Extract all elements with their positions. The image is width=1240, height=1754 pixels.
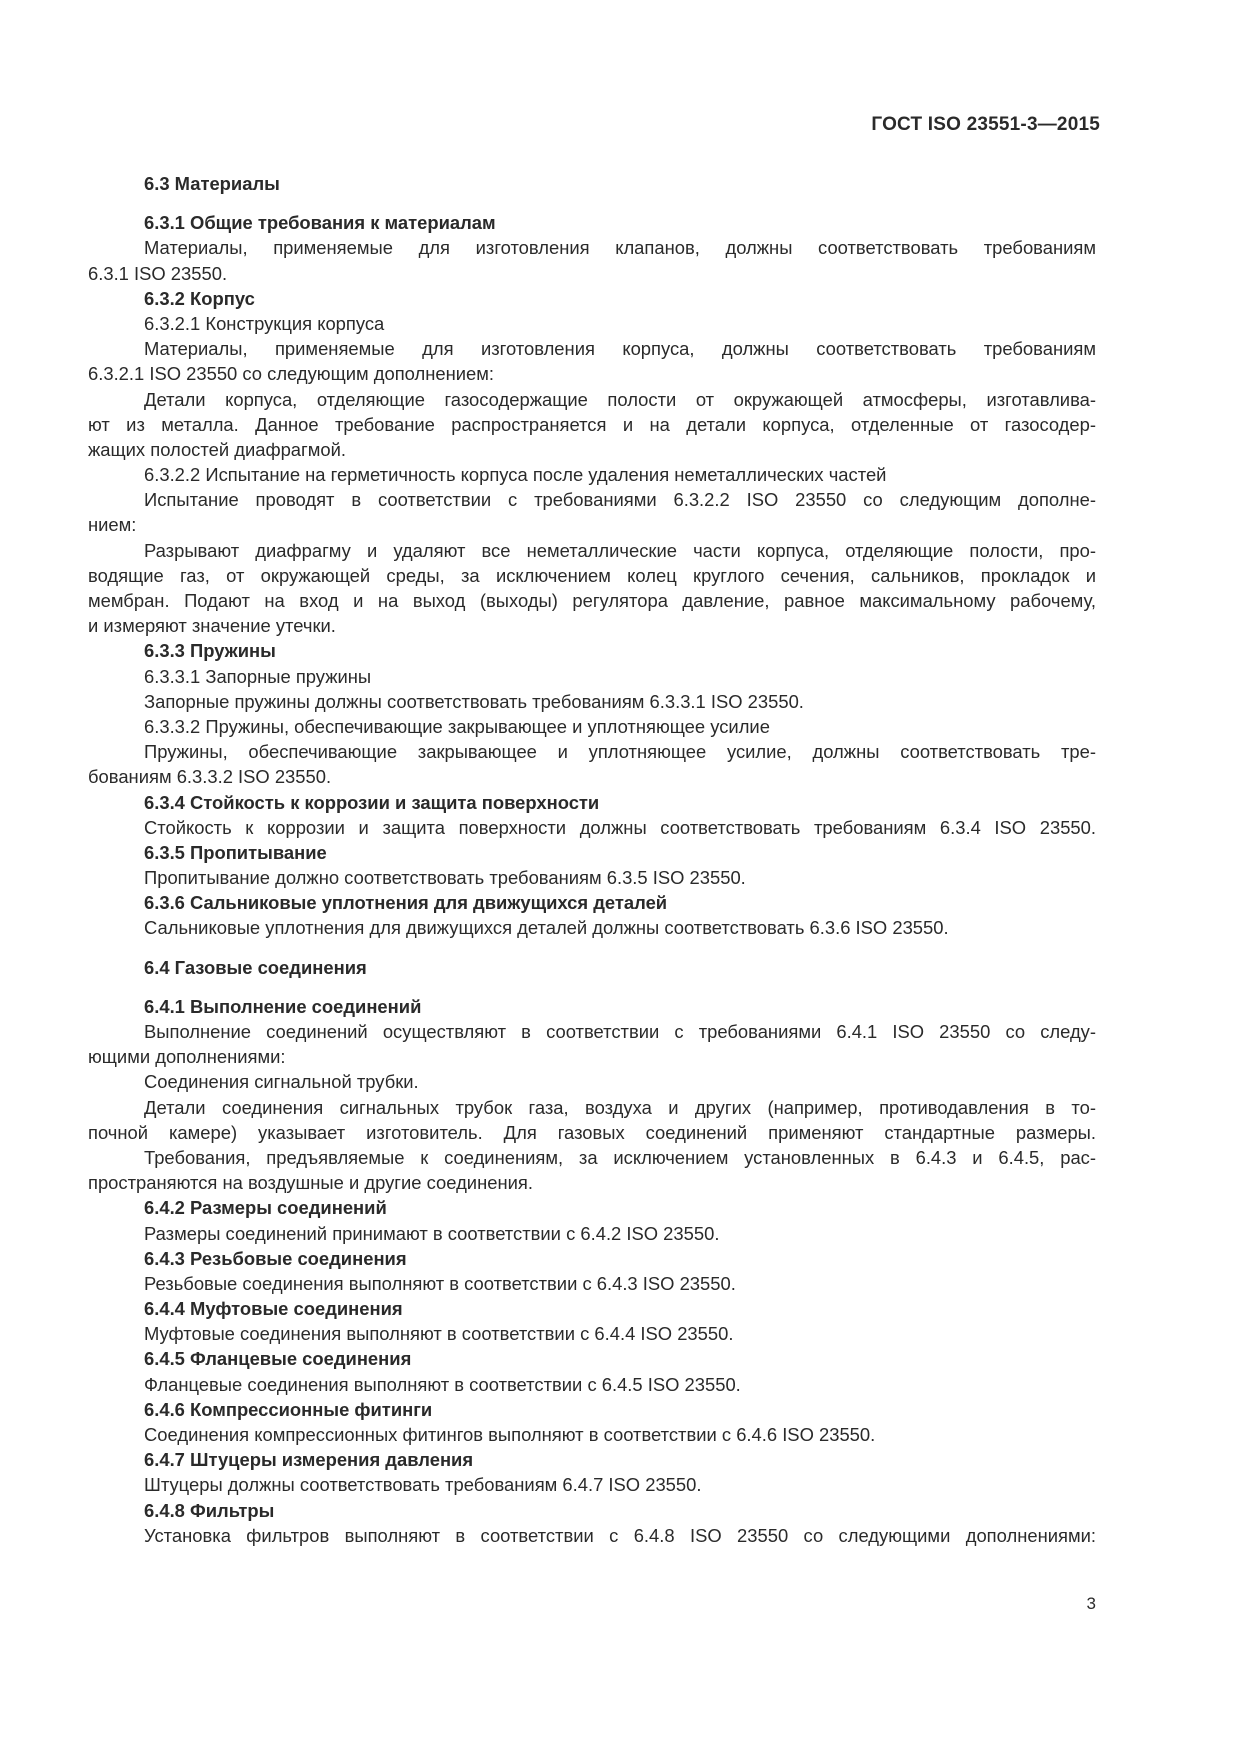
text-line: и измеряют значение утечки. [88, 615, 336, 637]
text-line: 6.3.3.2 Пружины, обеспечивающие закрывающее и уплотняющее усилие [144, 715, 770, 737]
section-heading: 6.3.5 Пропитывание [144, 841, 327, 863]
text-line: пространяются на воздушные и другие соединения. [88, 1172, 533, 1194]
section-heading: 6.4.4 Муфтовые соединения [144, 1298, 403, 1320]
text-line: Установка фильтров выполняют в соответствии с 6.4.8 ISO 23550 со следующими дополнениями: [144, 1524, 1096, 1546]
text-line: Размеры соединений принимают в соответствии с 6.4.2 ISO 23550. [144, 1222, 720, 1244]
text-line: 6.3.3.1 Запорные пружины [144, 665, 372, 687]
text-line: Соединения сигнальной трубки. [144, 1071, 419, 1093]
page-body [88, 171, 1096, 1548]
section-heading: 6.3.6 Сальниковые уплотнения для движущихся деталей [144, 892, 668, 914]
section-heading: 6.3.3 Пружины [144, 640, 276, 662]
section-heading: 6.3.2 Корпус [144, 287, 255, 309]
section-heading: 6.3.4 Стойкость к коррозии и защита поверхности [144, 791, 600, 813]
text-line: Сальниковые уплотнения для движущихся деталей должны соответствовать 6.3.6 ISO 23550. [144, 917, 949, 939]
text-line: Муфтовые соединения выполняют в соответствии с 6.4.4 ISO 23550. [144, 1323, 734, 1345]
text-line: 6.3.1 ISO 23550. [88, 262, 228, 284]
section-heading: 6.3.1 Общие требования к материалам [144, 212, 496, 234]
text-line: 6.3.2.1 Конструкция корпуса [144, 312, 385, 334]
page-number: 3 [1086, 1594, 1096, 1613]
section-heading: 6.4.8 Фильтры [144, 1499, 275, 1521]
text-line: Стойкость к коррозии и защита поверхности должны соответствовать требованиям 6.3.4 ISO 23550. [144, 816, 1096, 838]
text-line: водящие газ, от окружающей среды, за исключением колец круглого сечения, сальников, прокладок и [88, 564, 1096, 586]
text-line: нием: [88, 514, 137, 536]
text-line: ющими дополнениями: [88, 1046, 286, 1068]
text-line: Разрывают диафрагму и удаляют все неметаллические части корпуса, отделяющие полости, про- [144, 539, 1096, 561]
section-heading: 6.4.3 Резьбовые соединения [144, 1247, 407, 1269]
section-spacer [88, 196, 1096, 210]
text-line: Соединения компрессионных фитингов выполняют в соответствии с 6.4.6 ISO 23550. [144, 1424, 876, 1445]
section-heading: 6.4.6 Компрессионные фитинги [144, 1398, 433, 1420]
text-line: Детали корпуса, отделяющие газосодержащие полости от окружающей атмосферы, изготавлива- [144, 388, 1096, 410]
text-line: Штуцеры должны соответствовать требованиям 6.4.7 ISO 23550. [144, 1474, 702, 1496]
text-line: Пружины, обеспечивающие закрывающее и уплотняющее усилие, должны соответствовать тре- [144, 741, 1096, 763]
text-line: Выполнение соединений осуществляют в соответствии с требованиями 6.4.1 ISO 23550 со следу- [144, 1021, 1096, 1042]
text-line: бованиям 6.3.3.2 ISO 23550. [88, 766, 332, 788]
section-heading: 6.4.7 Штуцеры измерения давления [144, 1449, 474, 1471]
text-line: 6.3.2.1 ISO 23550 со следующим дополнением: [88, 363, 495, 385]
text-line: мембран. Подают на вход и на выход (выходы) регулятора давление, равное максимальному рабочему, [88, 590, 1096, 611]
text-line: Требования, предъявляемые к соединениям, за исключением установленных в 6.4.3 и 6.4.5, рас- [144, 1146, 1096, 1168]
section-heading: 6.4.1 Выполнение соединений [144, 995, 422, 1017]
standard-designation: ГОСТ ISO 23551-3—2015 [871, 114, 1100, 135]
text-line: ют из металла. Данное требование распространяется и на детали корпуса, отделенные от газосодер- [88, 413, 1096, 435]
text-line: Запорные пружины должны соответствовать требованиям 6.3.3.1 ISO 23550. [144, 690, 804, 712]
section-heading: 6.4.5 Фланцевые соединения [144, 1348, 412, 1370]
text-line: жащих полостей диафрагмой. [88, 438, 346, 460]
text-line: Пропитывание должно соответствовать требованиям 6.3.5 ISO 23550. [144, 867, 746, 889]
text-line: Резьбовые соединения выполняют в соответствии с 6.4.3 ISO 23550. [144, 1272, 736, 1294]
section-heading: 6.4.2 Размеры соединений [144, 1197, 387, 1219]
text-line: 6.3.2.2 Испытание на герметичность корпуса после удаления неметаллических частей [144, 464, 887, 486]
section-spacer [88, 941, 1096, 955]
text-line: Материалы, применяемые для изготовления клапанов, должны соответствовать требованиям [144, 237, 1096, 259]
text-line: Фланцевые соединения выполняют в соответствии с 6.4.5 ISO 23550. [144, 1373, 741, 1395]
text-line: Детали соединения сигнальных трубок газа, воздуха и других (например, противодавления в то- [144, 1096, 1096, 1118]
section-heading: 6.4 Газовые соединения [144, 956, 367, 978]
section-spacer [88, 980, 1096, 994]
text-line: Испытание проводят в соответствии с требованиями 6.3.2.2 ISO 23550 со следующим дополне- [144, 489, 1096, 511]
section-heading: 6.3 Материалы [144, 173, 280, 194]
text-line: почной камере) указывает изготовитель. Для газовых соединений применяют стандартные размеры. [88, 1121, 1096, 1143]
text-line: Материалы, применяемые для изготовления корпуса, должны соответствовать требованиям [144, 338, 1096, 360]
